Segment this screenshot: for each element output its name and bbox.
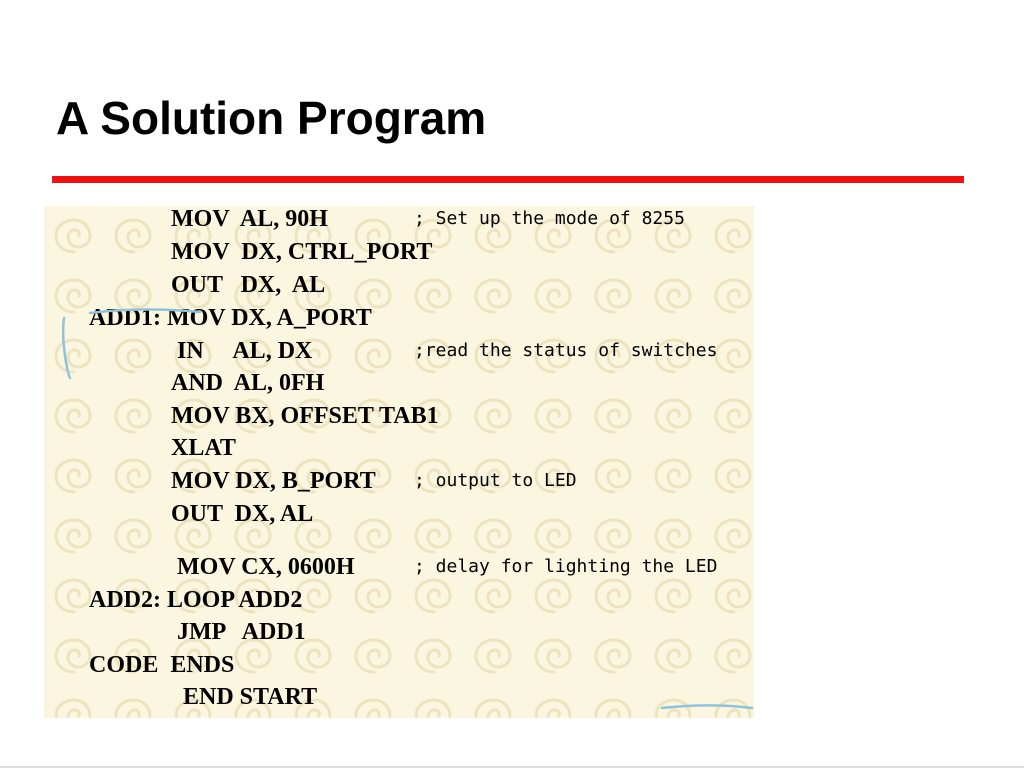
code-text: CODE ENDS: [89, 652, 235, 678]
code-text: MOV DX, CTRL_PORT: [171, 239, 433, 265]
code-text: ADD1: MOV DX, A_PORT: [89, 305, 372, 331]
code-text: END START: [183, 684, 318, 710]
code-text: OUT DX, AL: [171, 501, 314, 527]
code-text: JMP ADD1: [177, 619, 306, 645]
code-text: AND AL, 0FH: [171, 370, 325, 396]
code-comment: ;read the status of switches: [414, 340, 718, 361]
code-comment: ; delay for lighting the LED: [414, 556, 718, 577]
code-text: MOV DX, B_PORT: [171, 468, 376, 494]
code-text: IN AL, DX: [177, 338, 313, 364]
code-text: MOV AL, 90H: [171, 206, 328, 232]
code-text: MOV BX, OFFSET TAB1: [171, 403, 439, 429]
code-text: MOV CX, 0600H: [177, 554, 355, 580]
code-text: XLAT: [171, 435, 236, 461]
code-comment: ; output to LED: [414, 470, 577, 491]
slide-title: A Solution Program: [56, 92, 487, 144]
code-text: OUT DX, AL: [171, 272, 326, 298]
code-text: ADD2: LOOP ADD2: [89, 587, 303, 613]
code-comment: ; Set up the mode of 8255: [414, 208, 685, 229]
